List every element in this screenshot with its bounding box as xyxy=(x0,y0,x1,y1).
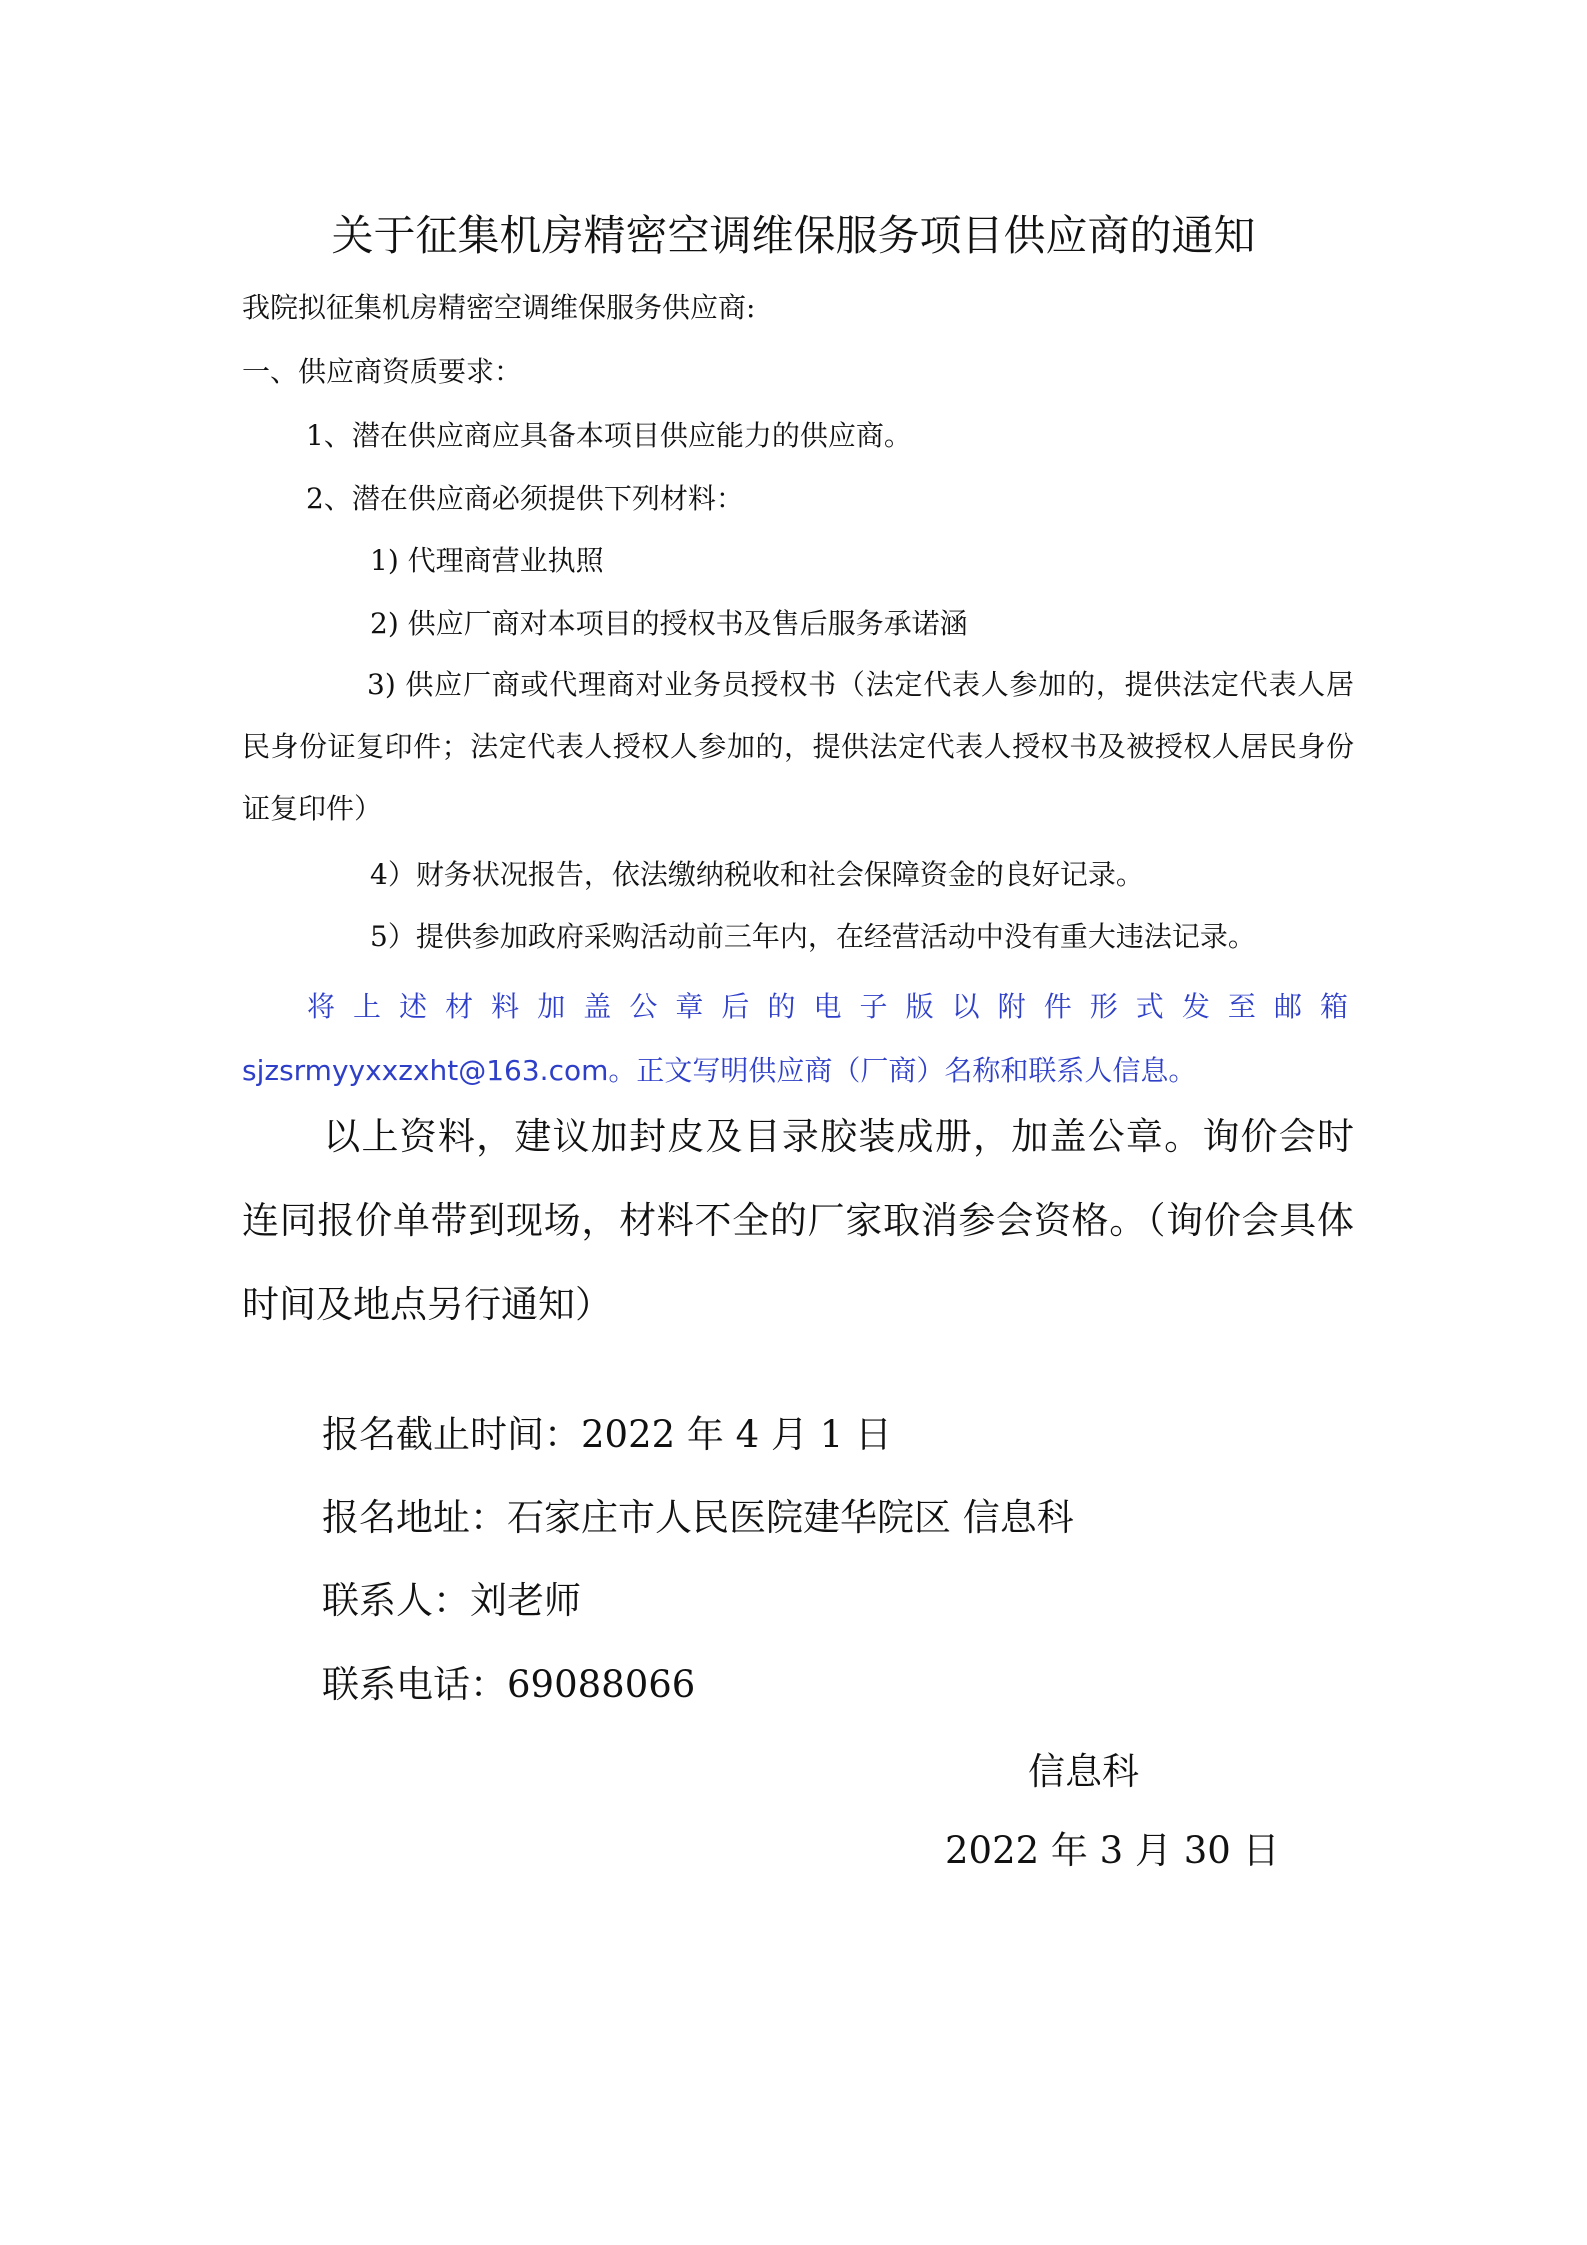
document-title: 关于征集机房精密空调维保服务项目供应商的通知 xyxy=(331,211,1256,260)
contact-phone: 联系电话：69088066 xyxy=(322,1663,696,1706)
signature-date: 2022 年 3 月 30 日 xyxy=(945,1829,1280,1872)
email-notice-lead: 将上述材料加盖公章后的电子版以附件形式发至邮箱 xyxy=(307,990,1354,1023)
requirement-1: 1、潜在供应商应具备本项目供应能力的供应商。 xyxy=(306,419,912,452)
signature-department: 信息科 xyxy=(1028,1750,1139,1793)
material-item-2: 2) 供应厂商对本项目的授权书及售后服务承诺涵 xyxy=(370,607,968,640)
registration-deadline: 报名截止时间：2022 年 4 月 1 日 xyxy=(322,1413,893,1456)
material-item-5: 5）提供参加政府采购活动前三年内，在经营活动中没有重大违法记录。 xyxy=(370,920,1256,953)
material-item-3-text: 3) 供应厂商或代理商对业务员授权书（法定代表人参加的，提供法定代表人居民身份证复印件；法定代表人授权人参加的，提供法定代表人授权书及被授权人居民身份证复印件） xyxy=(242,668,1354,825)
email-notice xyxy=(242,975,1354,1103)
requirement-2: 2、潜在供应商必须提供下列材料： xyxy=(306,482,744,515)
binding-note xyxy=(242,1095,1354,1347)
binding-note-text: 以上资料，建议加封皮及目录胶装成册，加盖公章。询价会时连同报价单带到现场，材料不全的厂家取消参会资格。（询价会具体时间及地点另行通知） xyxy=(242,1115,1354,1326)
material-item-3 xyxy=(242,654,1354,840)
material-item-1: 1) 代理商营业执照 xyxy=(370,544,604,577)
registration-address: 报名地址：石家庄市人民医院建华院区 信息科 xyxy=(322,1496,1074,1539)
contact-person: 联系人：刘老师 xyxy=(322,1579,581,1622)
material-item-4: 4）财务状况报告，依法缴纳税收和社会保障资金的良好记录。 xyxy=(370,858,1144,891)
email-notice-rest: sjzsrmyyxxzxht@163.com。正文写明供应商（厂商）名称和联系人信息。 xyxy=(242,1054,1197,1087)
intro-line: 我院拟征集机房精密空调维保服务供应商: xyxy=(242,291,756,324)
section-heading: 一、供应商资质要求： xyxy=(242,355,523,388)
